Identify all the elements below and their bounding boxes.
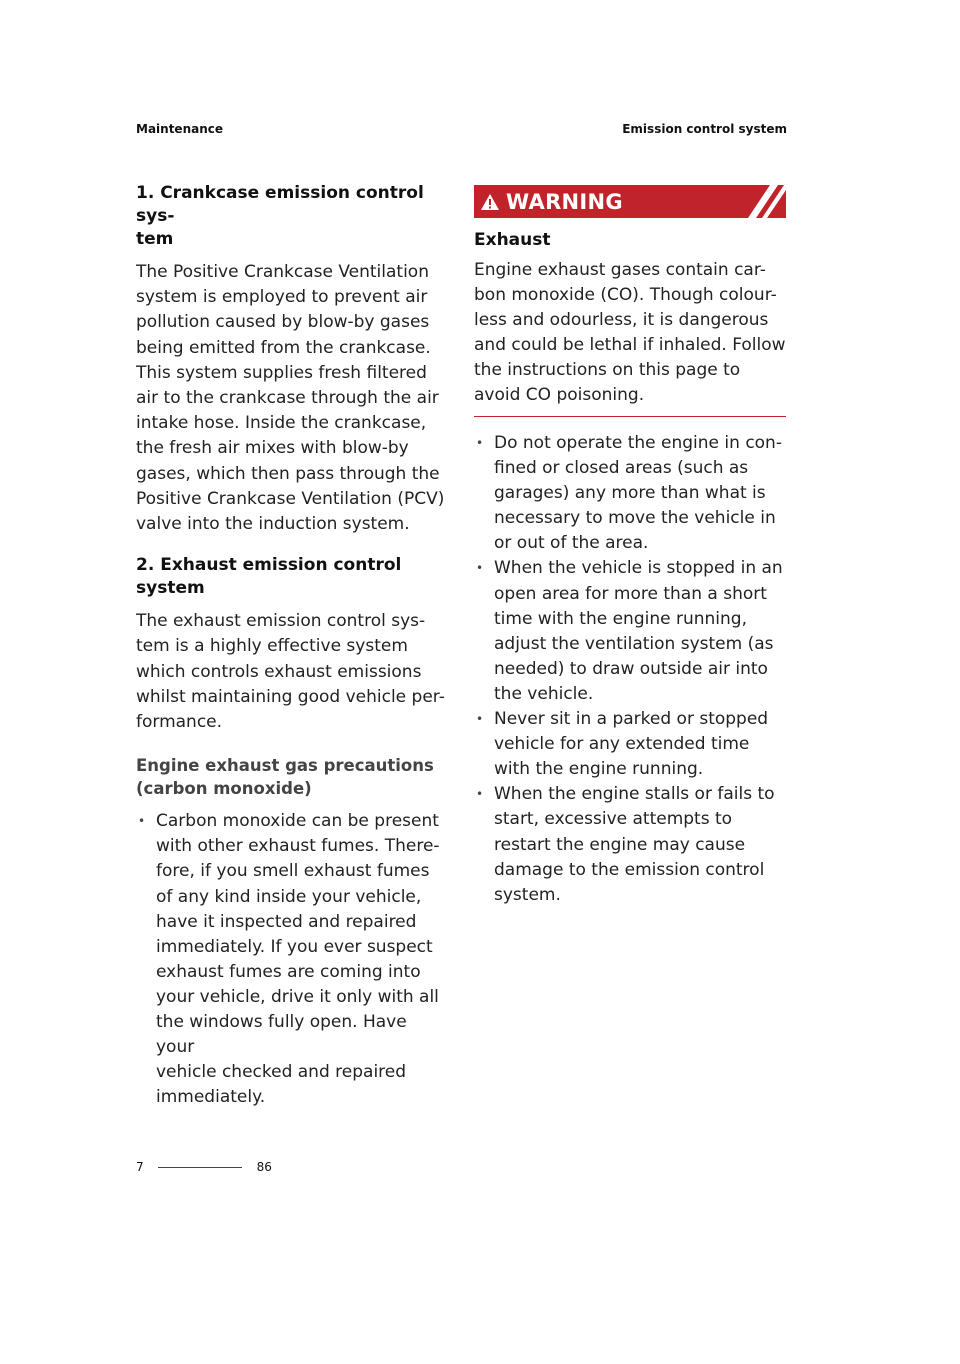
heading-exhaust: 2. Exhaust emission control system xyxy=(136,555,402,599)
warning-heading: Exhaust xyxy=(474,230,551,250)
running-header-section: Maintenance xyxy=(136,122,224,136)
list-item: • Do not operate the engine in con- fined or closed areas (such as garages) any more than what is necessary to move the vehicle in or out of the area. xyxy=(474,431,786,556)
banner-slash-decoration xyxy=(730,185,786,218)
right-column xyxy=(474,185,786,908)
warning-triangle-icon xyxy=(480,192,500,212)
list-item: • When the engine stalls or fails to start, excessive attempts to restart the engine may cause damage to the emission control system. xyxy=(474,782,786,907)
footer-rule xyxy=(158,1167,242,1168)
paragraph-exhaust: The exhaust emission control sys- tem is a highly effective system which controls exhaust emissions whilst maintaining good vehicle per- formance. xyxy=(136,611,445,733)
precautions-list xyxy=(136,809,448,1110)
list-item: • Carbon monoxide can be present with other exhaust fumes. There- fore, if you smell exhaust fumes of any kind inside your vehicle, have it inspected and repaired immediately. If you ever suspect exhaust fumes are coming into your vehicle, drive it only with all the windows fully open. Have your vehicle checked and repaired immediately. xyxy=(136,809,448,1110)
list-item: • When the vehicle is stopped in an open area for more than a short time with the engine running, adjust the ventilation system (as needed) to draw outside air into the vehicle. xyxy=(474,556,786,707)
paragraph-crankcase: The Positive Crankcase Ventilation system is employed to prevent air pollution caused by blow-by gases being emitted from the crankcase. This system supplies fresh filtered air to the crankcase through the air intake hose. Inside the crankcase, the fresh air mixes with blow-by gases, which then pass through the Positive Crankcase Ventilation (PCV) valve into the induction system. xyxy=(136,262,445,535)
exhaust-safety-list xyxy=(474,431,786,908)
warning-text: Engine exhaust gases contain car- bon monoxide (CO). Though colour- less and odourless, it is dangerous and could be lethal if inhaled. Follow the instructions on this page to avoid CO poisoning. xyxy=(474,260,786,405)
chapter-number: 7 xyxy=(136,1160,144,1174)
running-header-topic: Emission control system xyxy=(622,122,787,136)
list-item: • Never sit in a parked or stopped vehicle for any extended time with the engine running. xyxy=(474,707,786,782)
page-footer xyxy=(136,1160,272,1174)
warning-label: WARNING xyxy=(506,189,623,214)
warning-banner xyxy=(474,185,786,218)
left-column xyxy=(136,182,448,1110)
heading-crankcase: 1. Crankcase emission control sys- tem xyxy=(136,183,424,249)
page-number: 86 xyxy=(256,1160,272,1174)
heading-precautions: Engine exhaust gas precautions (carbon monoxide) xyxy=(136,756,434,799)
